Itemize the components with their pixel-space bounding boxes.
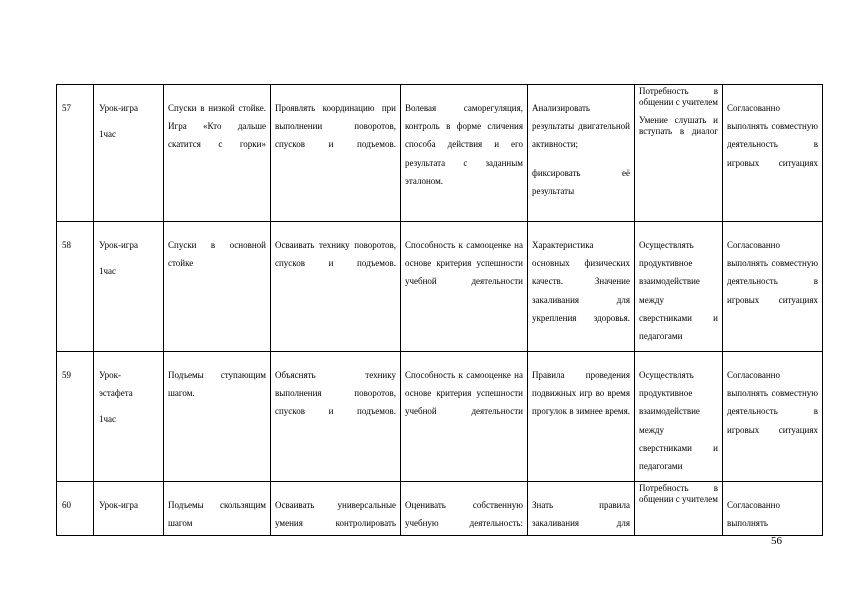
lesson-type: Урок-игра (99, 103, 138, 113)
lesson-activity: Проявлять координацию при выполнении поворотов, спусков и подъемов. (271, 85, 401, 222)
cognitive-skills: Правила проведения подвижных игр во время прогулок в зимнее время. (528, 352, 635, 482)
lesson-number: 59 (57, 352, 94, 482)
lesson-type: Урок-эстафета (99, 370, 133, 399)
personal-skills: Согласованно выполнять совместную деятельность в игровых ситуациях (723, 222, 823, 352)
lesson-number: 57 (57, 85, 94, 222)
regulative-skills: Волевая саморегуляция, контроль в форме сличения способа действия и его результата с заданным эталоном. (401, 85, 528, 222)
communicative-skills: Потребность в общении с учителем (635, 482, 723, 536)
lesson-hours: 1час (99, 266, 117, 277)
cognitive-skills (528, 85, 635, 222)
lesson-activity: Осваивать технику поворотов, спусков и подъемов. (271, 222, 401, 352)
communicative-skills (635, 85, 723, 222)
cognitive-skill-a: Анализировать результаты двигательной активности; (532, 103, 630, 150)
lesson-plan-table (56, 84, 823, 536)
regulative-skills: Оценивать собственную учебную деятельность: (401, 482, 528, 536)
lesson-hours: 1час (99, 129, 117, 140)
lesson-content: Подъемы ступающим шагом. (164, 352, 271, 482)
regulative-skills: Способность к самооценке на основе критерия успешности учебной деятельности (401, 352, 528, 482)
cognitive-skill-b: фиксировать её результаты (532, 167, 630, 196)
table-row (57, 85, 823, 222)
page-number: 56 (771, 535, 782, 547)
cognitive-skills: Характеристика основных физических качеств. Значение закаливания для укрепления здоровья. (528, 222, 635, 352)
personal-skills: Согласованно выполнять совместную деятельность в игровых ситуациях (723, 85, 823, 222)
table-row (57, 482, 823, 536)
lesson-type-cell (94, 482, 164, 536)
lesson-hours: 1час (99, 414, 117, 425)
table-row (57, 222, 823, 352)
regulative-skills: Способность к самооценке на основе критерия успешности учебной деятельности (401, 222, 528, 352)
lesson-type-cell (94, 352, 164, 482)
lesson-type-cell (94, 85, 164, 222)
personal-skills: Согласованно выполнять (723, 482, 823, 536)
communicative-skill-a: Потребность в общении с учителем (639, 86, 718, 107)
lesson-type: Урок-игра (99, 500, 138, 510)
lesson-type-cell (94, 222, 164, 352)
lesson-content: Спуски в основной стойке (164, 222, 271, 352)
lesson-activity: Объяснять технику выполнения поворотов, спусков и подъемов. (271, 352, 401, 482)
lesson-type: Урок-игра (99, 240, 138, 250)
lesson-activity: Осваивать универсальные умения контролировать (271, 482, 401, 536)
cognitive-skills: Знать правила закаливания для (528, 482, 635, 536)
lesson-number: 58 (57, 222, 94, 352)
lesson-number: 60 (57, 482, 94, 536)
communicative-skills: Осуществлять продуктивное взаимодействие между сверстниками и педагогами (635, 222, 723, 352)
lesson-content: Подъемы скользящим шагом (164, 482, 271, 536)
communicative-skill-b: Умение слушать и вступать в диалог (639, 115, 718, 136)
communicative-skills: Осуществлять продуктивное взаимодействие между сверстниками и педагогами (635, 352, 723, 482)
personal-skills: Согласованно выполнять совместную деятельность в игровых ситуациях (723, 352, 823, 482)
table-row (57, 352, 823, 482)
lesson-content: Спуски в низкой стойке. Игра «Кто дальше скатится с горки» (164, 85, 271, 222)
